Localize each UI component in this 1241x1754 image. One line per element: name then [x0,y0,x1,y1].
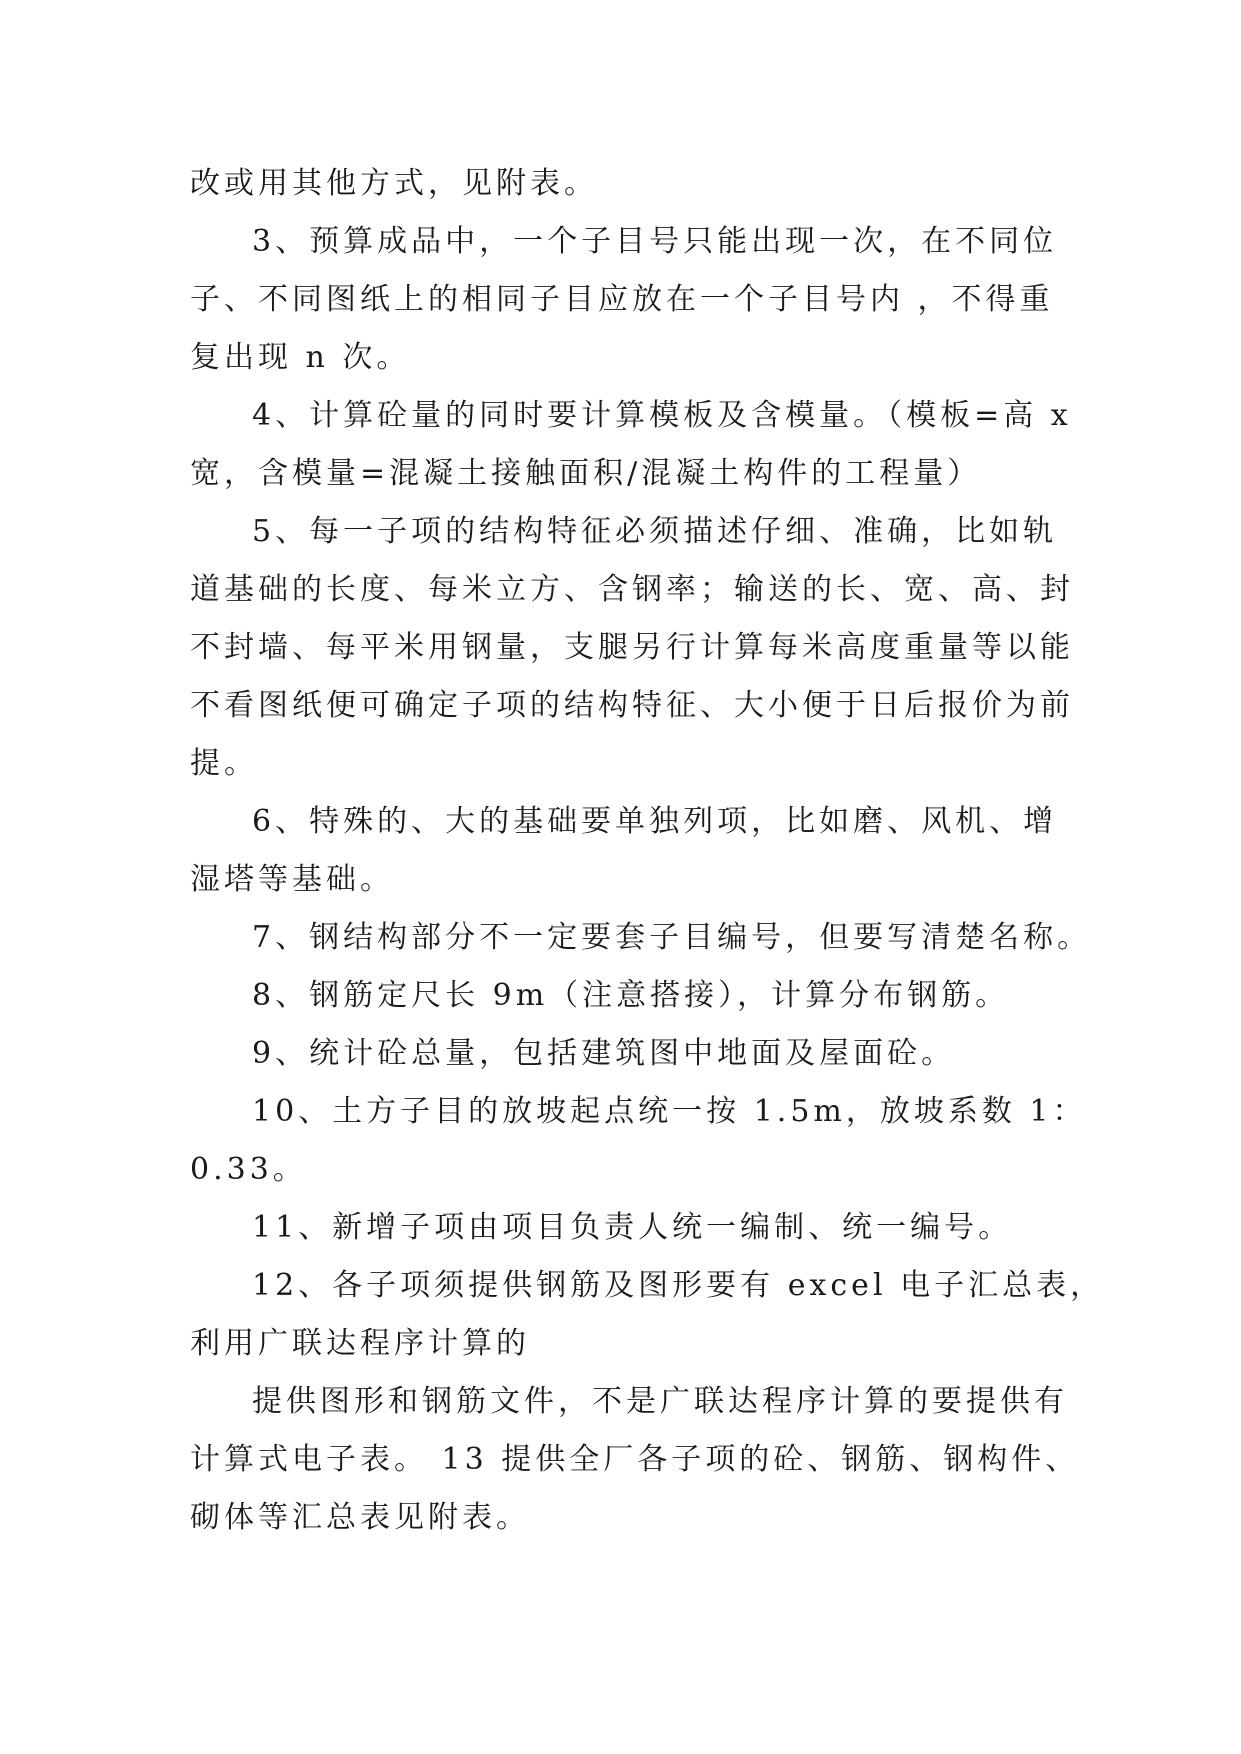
text-line-2: 3、预算成品中，一个子目号只能出现一次，在不同位 [252,224,1058,259]
text-line-20: 12、各子项须提供钢筋及图形要有 excel 电子汇总表， [252,1268,1105,1303]
text-line-6: 宽，含模量=混凝土接触面积/混凝土构件的工程量） [190,456,982,491]
text-line-15: 8、钢筋定尺长 9m（注意搭接），计算分布钢筋。 [252,978,1010,1013]
text-line-19: 11、新增子项由项目负责人统一编制、统一编号。 [252,1210,1013,1245]
text-line-7: 5、每一子项的结构特征必须描述仔细、准确，比如轨 [252,514,1058,549]
text-line-9: 不封墙、每平米用钢量，支腿另行计算每米高度重量等以能 [190,630,1074,665]
text-line-5: 4、计算砼量的同时要计算模板及含模量。（模板=高 x [252,398,1072,433]
text-line-4: 复出现 n 次。 [190,340,411,375]
text-line-18: 0.33。 [190,1152,307,1187]
text-line-11: 提。 [190,746,258,781]
text-line-10: 不看图纸便可确定子项的结构特征、大小便于日后报价为前 [190,688,1074,723]
text-line-13: 湿塔等基础。 [190,862,394,897]
text-line-24: 砌体等汇总表见附表。 [190,1500,530,1535]
text-line-8: 道基础的长度、每米立方、含钢率；输送的长、宽、高、封 [190,572,1074,607]
text-line-16: 9、统计砼总量，包括建筑图中地面及屋面砼。 [252,1036,956,1071]
text-line-23: 计算式电子表。 13 提供全厂各子项的砼、钢筋、钢构件、 [190,1442,1080,1477]
text-line-22: 提供图形和钢筋文件，不是广联达程序计算的要提供有 [252,1384,1068,1419]
text-line-14: 7、钢结构部分不一定要套子目编号，但要写清楚名称。 [252,920,1092,955]
text-line-17: 10、土方子目的放坡起点统一按 1.5m，放坡系数 1： [252,1094,1087,1129]
text-line-3: 子、不同图纸上的相同子目应放在一个子目号内 ，不得重 [190,282,1054,317]
text-line-12: 6、特殊的、大的基础要单独列项，比如磨、风机、增 [252,804,1058,839]
text-line-21: 利用广联达程序计算的 [190,1326,530,1361]
text-line-1: 改或用其他方式，见附表。 [190,166,598,201]
